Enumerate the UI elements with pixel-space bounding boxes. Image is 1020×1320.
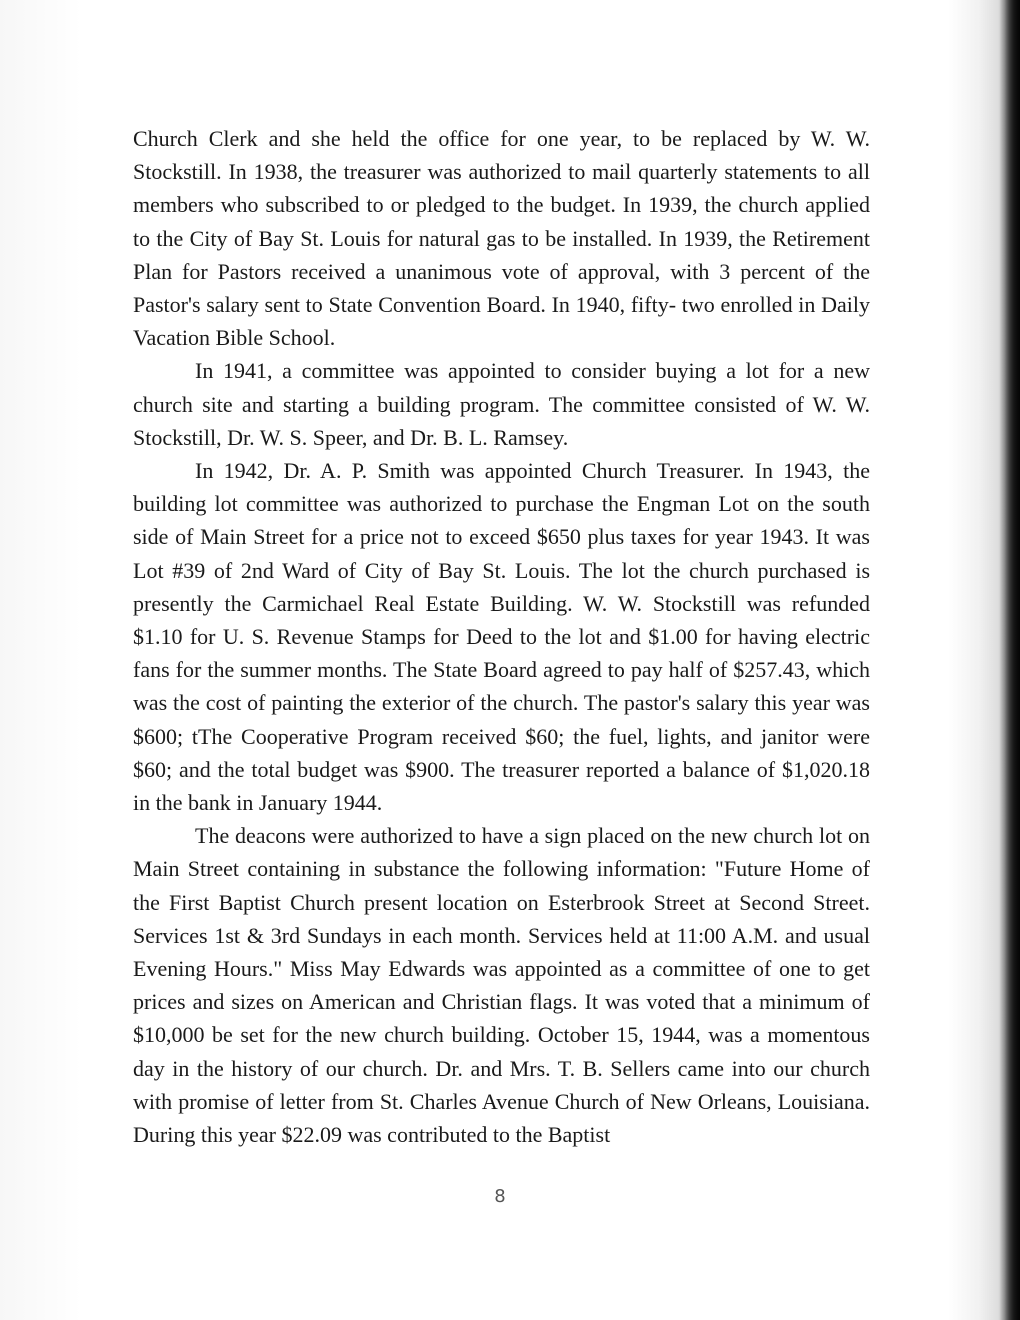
body-text bbox=[133, 122, 870, 1151]
page-number: 8 bbox=[494, 1186, 506, 1207]
binding-shadow bbox=[998, 0, 1020, 1320]
paragraph-2: In 1941, a committee was appointed to consider buying a lot for a new church site and starting a building program. The committee consisted of W. W. Stockstill, Dr. W. S. Speer, and Dr. B. L. Ramsey. bbox=[133, 358, 870, 450]
paragraph-4: The deacons were authorized to have a sign placed on the new church lot on Main Street containing in substance the following information: "Future Home of the First Baptist Church present location on Esterbrook Street at Second Street. Services 1st & 3rd Sundays in each month. Services held at 11:00 A.M. and usual Evening Hours." Miss May Edwards was appointed as a committee of one to get prices and sizes on American and Christian flags. It was voted that a minimum of $10,000 be set for the new church building. October 15, 1944, was a momentous day in the history of our church. Dr. and Mrs. T. B. Sellers came into our church with promise of letter from St. Charles Avenue Church of New Orleans, Louisiana. During this year $22.09 was contributed to the Baptist bbox=[133, 823, 870, 1148]
paragraph-1: Church Clerk and she held the office for one year, to be replaced by W. W. Stockstill. In 1938, the treasurer was authorized to mail quarterly statements to all members who subscribed to or pledged to the budget. In 1939, the church applied to the City of Bay St. Louis for natural gas to be installed. In 1939, the Retirement Plan for Pastors received a unanimous vote of approval, with 3 percent of the Pastor's salary sent to State Convention Board. In 1940, fifty- two enrolled in Daily Vacation Bible School. bbox=[133, 126, 870, 351]
paragraph-3: In 1942, Dr. A. P. Smith was appointed Church Treasurer. In 1943, the building lot committee was authorized to purchase the Engman Lot on the south side of Main Street for a price not to exceed $650 plus taxes for year 1943. It was Lot #39 of 2nd Ward of City of Bay St. Louis. The lot the church purchased is presently the Carmichael Real Estate Building. W. W. Stockstill was refunded $1.10 for U. S. Revenue Stamps for Deed to the lot and $1.00 for having electric fans for the summer months. The State Board agreed to pay half of $257.43, which was the cost of painting the exterior of the church. The pastor's salary this year was $600; tThe Cooperative Program received $60; the fuel, lights, and janitor were $60; and the total budget was $900. The treasurer reported a balance of $1,020.18 in the bank in January 1944. bbox=[133, 458, 870, 816]
